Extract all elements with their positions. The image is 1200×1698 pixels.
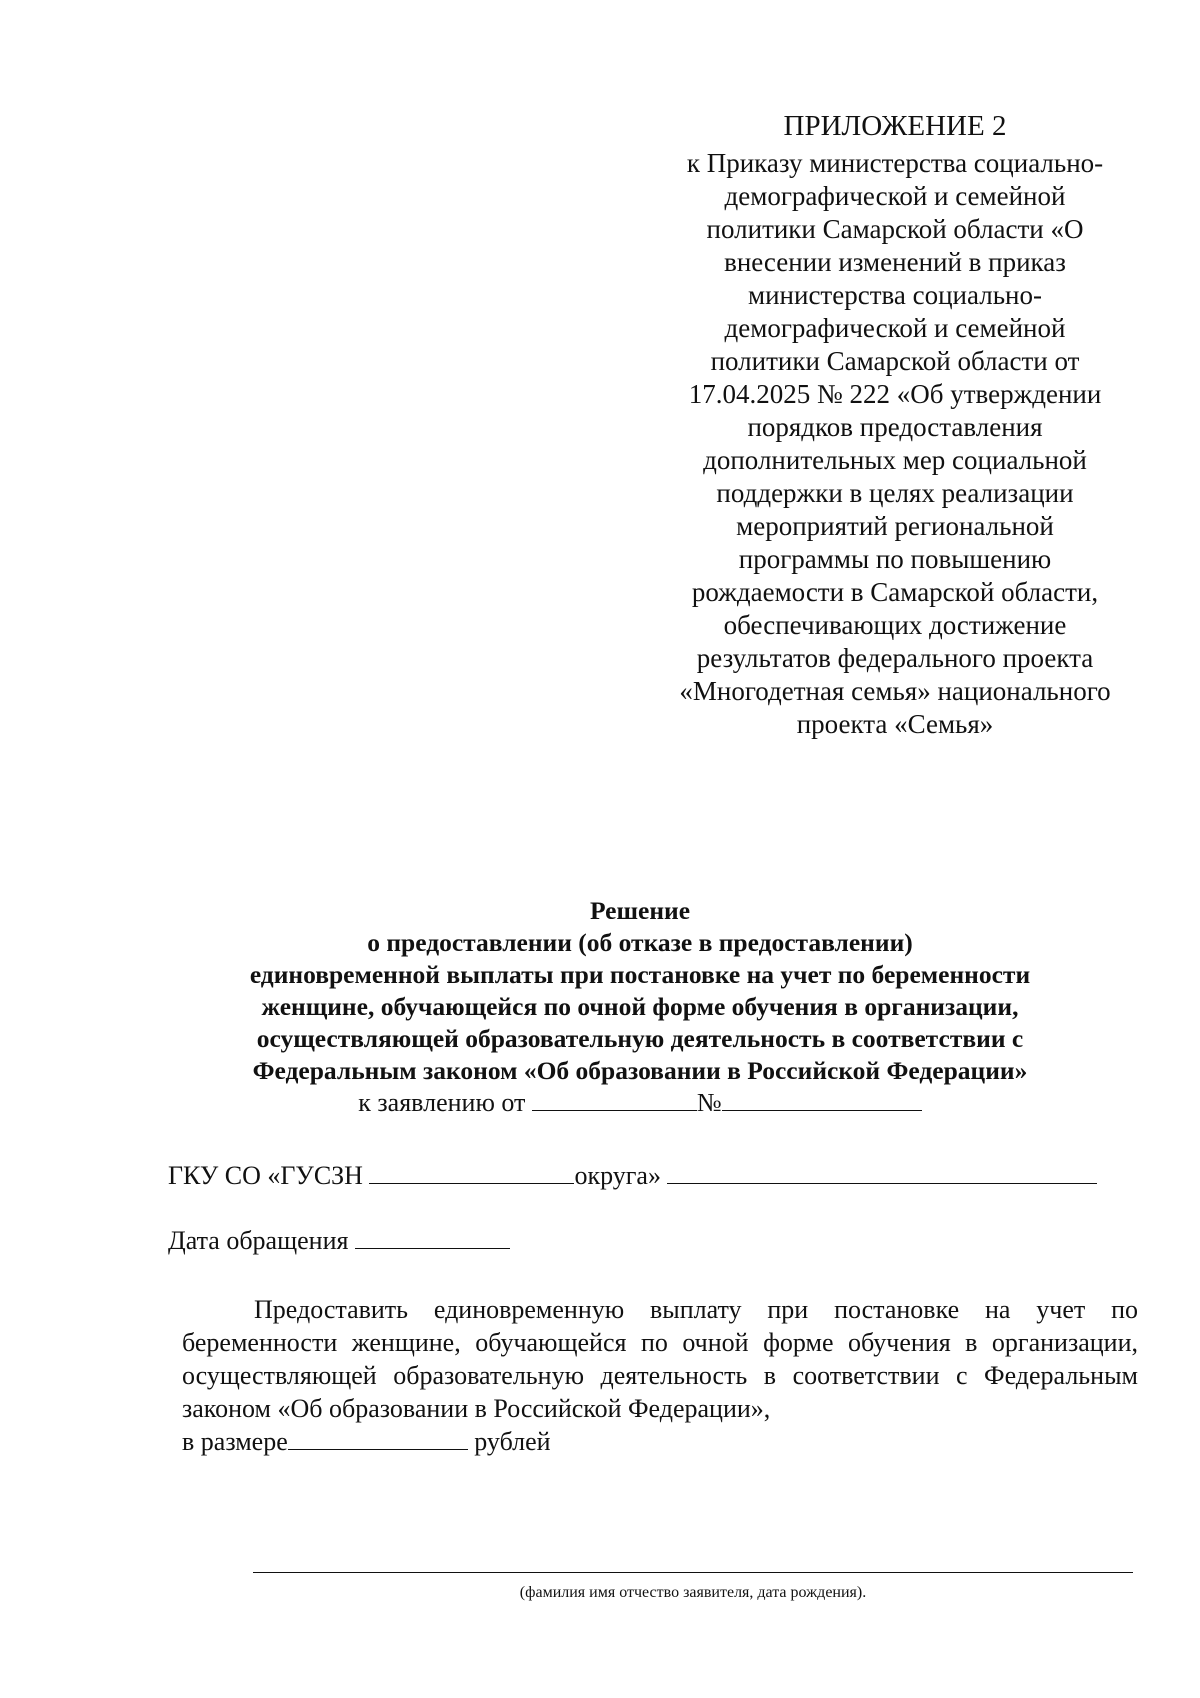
appendix-line: к Приказу министерства социально- xyxy=(686,148,1104,178)
application-number-blank xyxy=(722,1088,922,1111)
amount-suffix: рублей xyxy=(474,1427,551,1456)
appendix-line: внесении изменений в приказ xyxy=(724,247,1066,277)
signature-caption: (фамилия имя отчество заявителя, дата рождения). xyxy=(519,1584,867,1601)
date-label: Дата обращения xyxy=(168,1226,349,1255)
appendix-line: демографической и семейной xyxy=(724,181,1066,211)
application-reference xyxy=(160,1087,1120,1119)
amount-blank xyxy=(288,1427,468,1450)
appendix-line: дополнительных мер социальной xyxy=(703,445,1087,475)
appendix-line: политики Самарской области от xyxy=(710,346,1080,376)
appendix-line: политики Самарской области «О xyxy=(706,214,1084,244)
appendix-line: программы по повышению xyxy=(738,544,1052,574)
application-prefix: к заявлению от xyxy=(358,1088,526,1117)
agency-prefix: ГКУ СО «ГУСЗН xyxy=(168,1161,363,1190)
appendix-line: 17.04.2025 № 222 «Об утверждении xyxy=(688,379,1102,409)
number-sign: № xyxy=(696,1088,722,1117)
grant-text: Предоставить единовременную выплату при постановке на учет по беременности женщине, обучающейся по очной форме обучения в организации, осуществляющей образовательную деятельность в соответствии с Федеральным законом «Об образовании в Российской Федерации», xyxy=(182,1295,1138,1423)
amount-prefix: в размере xyxy=(182,1427,288,1456)
date-blank xyxy=(355,1226,510,1249)
decision-title-block xyxy=(160,895,1120,1119)
agency-name-blank xyxy=(667,1161,1097,1184)
appendix-line: обеспечивающих достижение xyxy=(723,610,1067,640)
agency-district-blank xyxy=(369,1161,574,1184)
appendix-line: результатов федерального проекта xyxy=(696,643,1094,673)
date-row xyxy=(168,1225,510,1257)
grant-paragraph xyxy=(182,1293,1138,1458)
decision-title: Решение xyxy=(589,896,691,925)
appendix-line: порядков предоставления xyxy=(747,412,1043,442)
application-date-blank xyxy=(532,1088,697,1111)
appendix-heading: ПРИЛОЖЕНИЕ 2 xyxy=(783,110,1007,142)
signature-line xyxy=(253,1572,1133,1573)
appendix-line: «Многодетная семья» национального xyxy=(679,676,1111,706)
appendix-line: мероприятий региональной xyxy=(736,511,1054,541)
amount-row xyxy=(182,1425,1138,1458)
appendix-line: рождаемости в Самарской области, xyxy=(691,577,1099,607)
appendix-line: поддержки в целях реализации xyxy=(716,478,1074,508)
decision-title-line: осуществляющей образовательную деятельность в соответствии с xyxy=(256,1024,1024,1053)
agency-row xyxy=(168,1160,1097,1192)
decision-title-line: единовременной выплаты при постановке на учет по беременности xyxy=(249,960,1031,989)
decision-title-line: женщине, обучающейся по очной форме обучения в организации, xyxy=(261,992,1019,1021)
appendix-line: проекта «Семья» xyxy=(796,709,994,739)
appendix-line: демографической и семейной xyxy=(724,313,1066,343)
appendix-line: министерства социально- xyxy=(748,280,1042,310)
appendix-block xyxy=(660,110,1130,741)
decision-title-line: Федеральным законом «Об образовании в Российской Федерации» xyxy=(252,1056,1028,1085)
agency-suffix: округа» xyxy=(574,1161,661,1190)
decision-title-line: о предоставлении (об отказе в предоставлении) xyxy=(367,928,913,957)
